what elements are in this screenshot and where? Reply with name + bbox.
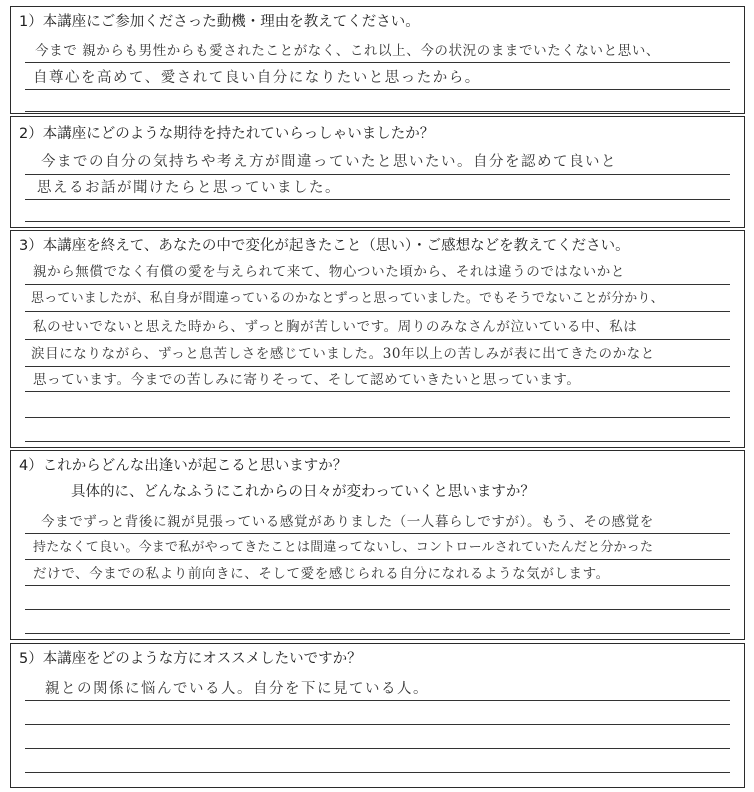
answer-rule	[25, 221, 730, 222]
answer-rule	[25, 311, 730, 312]
answer-rule	[25, 609, 730, 610]
question-section-5	[10, 643, 745, 788]
answer-rule	[25, 199, 730, 200]
question-4-subtext: 具体的に、どんなふうにこれからの日々が変わっていくと思いますか？	[71, 484, 535, 500]
question-4-text: 4）これからどんな出逢いが起こると思いますか？	[19, 458, 348, 474]
question-3-text: 3）本講座を終えて、あなたの中で変化が起きたこと（思い）・ご感想などを教えてください。	[19, 238, 630, 254]
question-1-text: 1）本講座にご参加くださった動機・理由を教えてください。	[19, 14, 420, 30]
question-section-2	[10, 116, 745, 228]
answer-rule	[25, 62, 730, 63]
answer-rule	[25, 724, 730, 725]
answer-rule	[25, 633, 730, 634]
answer-rule	[25, 339, 730, 340]
answer-rule	[25, 772, 730, 773]
question-5-text: 5）本講座をどのような方にオススメしたいですか？	[19, 651, 362, 667]
answer-rule	[25, 748, 730, 749]
answer-rule	[25, 417, 730, 418]
answer-rule	[25, 533, 730, 534]
question-section-4	[10, 450, 745, 640]
answer-rule	[25, 366, 730, 367]
answer-4-line-3: だけで、今までの私より前向きに、そして愛を感じられる自分になれるような気がします。	[33, 566, 610, 582]
answer-4-line-2: 持たなくて良い。今まで私がやってきたことは間違ってないし、コントロールされていたんだと分かった	[33, 540, 654, 555]
question-section-3	[10, 230, 745, 448]
answer-1-line-2: 自尊心を高めて、愛されて良い自分になりたいと思ったから。	[33, 70, 481, 86]
answer-3-line-3: 私のせいでないと思えた時から、ずっと胸が苦しいです。周りのみなさんが泣いている中、私は	[33, 319, 638, 335]
answer-rule	[25, 585, 730, 586]
answer-rule	[25, 391, 730, 392]
answer-5-line-1: 親との関係に悩んでいる人。自分を下に見ている人。	[45, 681, 429, 697]
answer-rule	[25, 559, 730, 560]
answer-4-line-1: 今までずっと背後に親が見張っている感覚がありました（一人暮らしですが）。もう、その感覚を	[41, 514, 654, 530]
answer-3-line-5: 思っています。今までの苦しみに寄りそって、そして認めていきたいと思っています。	[33, 372, 581, 388]
question-2-text: 2）本講座にどのような期待を持たれていらっしゃいましたか？	[19, 126, 435, 142]
answer-3-line-1: 親から無償でなく有償の愛を与えられて来て、物心ついた頃から、それは違うのではないかと	[33, 264, 625, 280]
question-section-1	[10, 6, 745, 114]
answer-1-line-1: 今まで 親からも男性からも愛されたことがなく、これ以上、今の状況のままでいたくないと思い、	[35, 43, 661, 59]
answer-rule	[25, 174, 730, 175]
answer-rule	[25, 89, 730, 90]
answer-rule	[25, 700, 730, 701]
answer-3-line-4: 涙目になりながら、ずっと息苦しさを感じていました。30年以上の苦しみが表に出てきたのかなと	[31, 346, 655, 362]
answer-rule	[25, 111, 730, 112]
answer-2-line-1: 今までの自分の気持ちや考え方が間違っていたと思いたい。自分を認めて良いと	[41, 154, 617, 170]
answer-2-line-2: 思えるお話が聞けたらと思っていました。	[37, 180, 341, 196]
answer-rule	[25, 284, 730, 285]
answer-3-line-2: 思っていましたが、私自身が間違っているのかなとずっと思っていました。でもそうでないことが分かり、	[31, 291, 664, 306]
answer-rule	[25, 441, 730, 442]
